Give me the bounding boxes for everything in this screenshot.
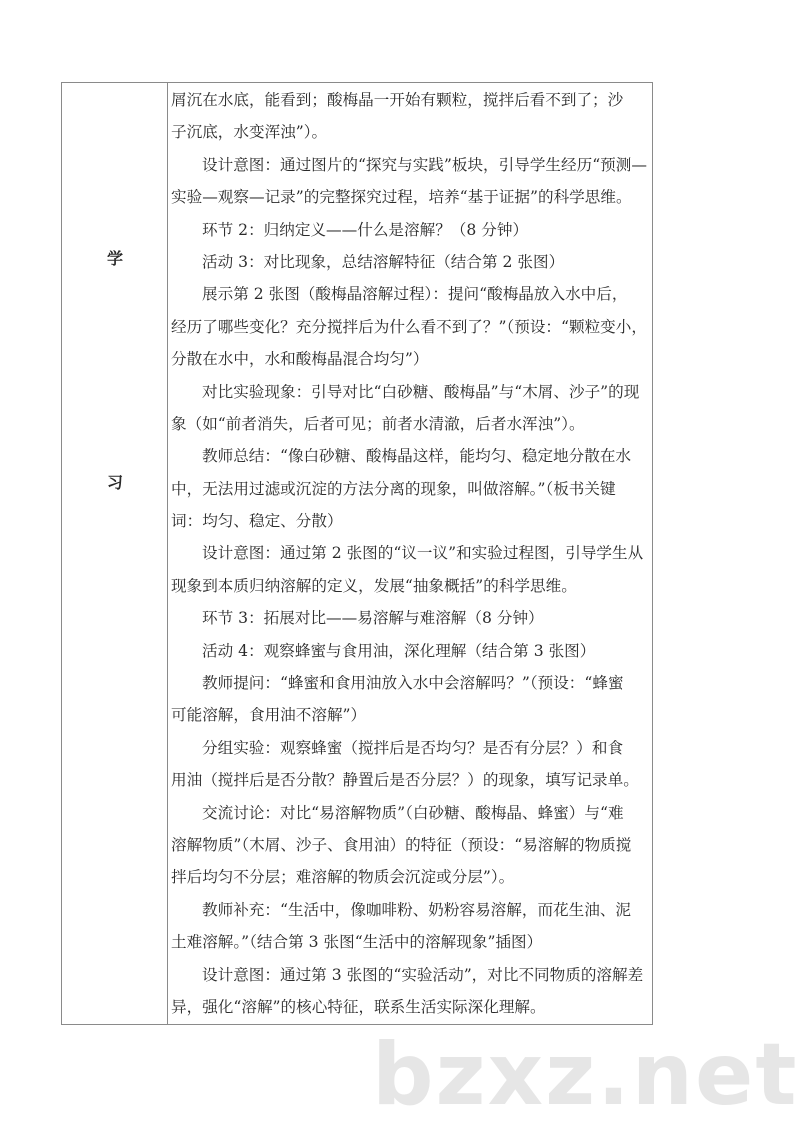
text-line: 教师补充：“生活中，像咖啡粉、奶粉容易溶解，而花生油、泥 [202, 900, 632, 919]
lesson-content-cell [171, 84, 651, 1023]
paragraph [171, 278, 651, 375]
section-label-char-bottom: 习 [106, 473, 123, 492]
text-line: 教师总结：“像白砂糖、酸梅晶这样，能均匀、稳定地分散在水 [202, 447, 632, 466]
paragraph [171, 635, 651, 667]
text-line: 设计意图：通过第 3 张图的“实验活动”，对比不同物质的溶解差 [202, 965, 644, 984]
text-line: 词：均匀、稳定、分散） [171, 512, 343, 531]
text-line: 象（如“前者消失，后者可见；前者水清澈，后者水浑浊”）。 [171, 414, 585, 433]
paragraph [171, 959, 651, 1024]
text-line: 土难溶解。”（结合第 3 张图“生活中的溶解现象”插图） [171, 933, 543, 952]
text-line: 子沉底，水变浑浊”）。 [171, 123, 328, 142]
text-line: 异，强化“溶解”的核心特征，联系生活实际深化理解。 [171, 997, 546, 1016]
paragraph [171, 214, 651, 246]
text-line: 环节 2：归纳定义——什么是溶解？（8 分钟） [202, 220, 529, 239]
text-line: 屑沉在水底，能看到；酸梅晶一开始有颗粒，搅拌后看不到了；沙 [171, 91, 624, 109]
text-line: 教师提问：“蜂蜜和食用油放入水中会溶解吗？”（预设：“蜂蜜 [202, 674, 624, 693]
paragraph [171, 149, 651, 214]
paragraph [171, 84, 651, 149]
text-line: 拌后均匀不分层；难溶解的物质会沉淀或分层”）。 [171, 868, 515, 887]
text-line: 活动 3：对比现象，总结溶解特征（结合第 2 张图） [202, 252, 565, 271]
section-label-cell [62, 83, 168, 1024]
paragraph [171, 797, 651, 894]
text-line: 交流讨论：对比“易溶解物质”（白砂糖、酸梅晶、蜂蜜）与“难 [202, 803, 624, 822]
lesson-table [61, 82, 653, 1025]
text-line: 用油（搅拌后是否分散？静置后是否分层？）的现象，填写记录单。 [171, 771, 639, 790]
watermark: bzxz.net [372, 1025, 799, 1125]
text-line: 分散在水中，水和酸梅晶混合均匀”） [171, 350, 429, 369]
text-line: 中，无法用过滤或沉淀的方法分离的现象，叫做溶解。”（板书关键 [171, 479, 616, 498]
text-line: 设计意图：通过第 2 张图的“议一议”和实验过程图，引导学生从 [202, 544, 644, 563]
paragraph [171, 894, 651, 959]
paragraph [171, 440, 651, 537]
text-line: 设计意图：通过图片的“探究与实践”板块，引导学生经历“预测— [202, 155, 647, 174]
text-line: 展示第 2 张图（酸梅晶溶解过程）：提问“酸梅晶放入水中后， [202, 285, 628, 304]
text-line: 溶解物质”（木屑、沙子、食用油）的特征（预设：“易溶解的物质搅 [171, 835, 632, 854]
text-line: 对比实验现象：引导对比“白砂糖、酸梅晶”与“木屑、沙子”的现 [202, 382, 640, 401]
text-line: 现象到本质归纳溶解的定义，发展“抽象概括”的科学思维。 [171, 576, 577, 595]
paragraph [171, 376, 651, 441]
text-line: 分组实验：观察蜂蜜（搅拌后是否均匀？是否有分层？）和食 [202, 738, 624, 757]
text-line: 可能溶解，食用油不溶解”） [171, 706, 367, 725]
section-label-char-top: 学 [106, 249, 123, 268]
paragraph [171, 246, 651, 278]
text-line: 活动 4：观察蜂蜜与食用油，深化理解（结合第 3 张图） [202, 641, 596, 660]
paragraph [171, 732, 651, 797]
paragraph [171, 537, 651, 602]
text-line: 经历了哪些变化？充分搅拌后为什么看不到了？”（预设：“颗粒变小， [171, 317, 647, 336]
paragraph [171, 602, 651, 634]
text-line: 实验—观察—记录”的完整探究过程，培养“基于证据”的科学思维。 [171, 188, 632, 207]
paragraph [171, 667, 651, 732]
text-line: 环节 3：拓展对比——易溶解与难溶解（8 分钟） [202, 609, 544, 628]
